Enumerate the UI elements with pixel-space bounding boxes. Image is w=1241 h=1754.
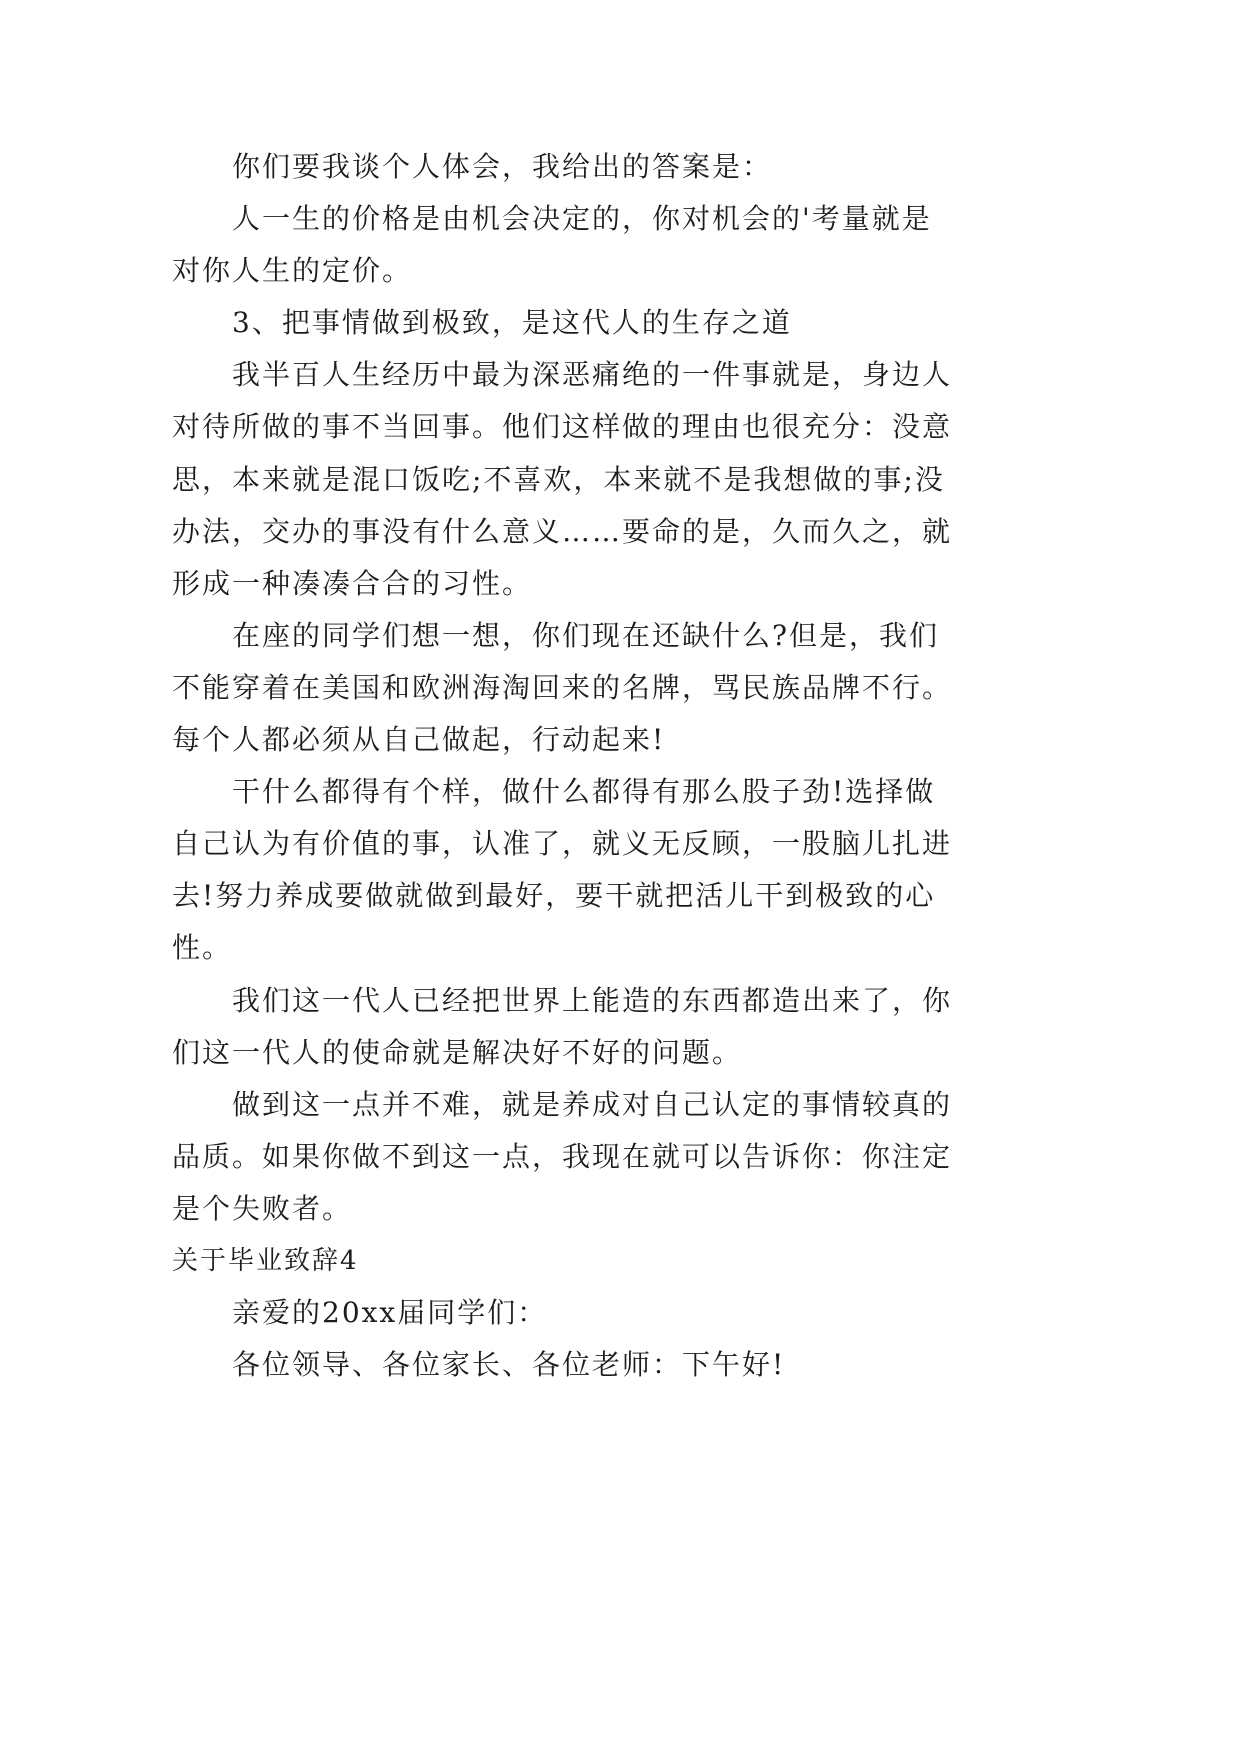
paragraph-line: 每个人都必须从自己做起，行动起来! (172, 723, 666, 757)
paragraph-line: 不能穿着在美国和欧洲海淘回来的名牌，骂民族品牌不行。 (172, 670, 953, 704)
paragraph-line: 性。 (172, 931, 233, 965)
paragraph-line: 们这一代人的使命就是解决好不好的问题。 (172, 1035, 743, 1069)
paragraph-line: 自己认为有价值的事，认准了，就义无反顾，一股脑儿扎进 (172, 827, 953, 861)
paragraph-line: 我们这一代人已经把世界上能造的东西都造出来了，你 (232, 983, 953, 1017)
paragraph (172, 766, 1132, 974)
section-heading (172, 1235, 1132, 1287)
paragraph-line: 办法，交办的事没有什么意义……要命的是，久而久之，就 (172, 514, 953, 548)
paragraph (172, 1079, 1132, 1235)
paragraph-line: 思，本来就是混口饭吃;不喜欢，本来就不是我想做的事;没 (172, 462, 945, 496)
subheading-line: 3、把事情做到极致，是这代人的生存之道 (232, 306, 792, 340)
paragraph (172, 1287, 1132, 1339)
section-heading-text: 关于毕业致辞4 (172, 1245, 359, 1276)
greeting-line: 各位领导、各位家长、各位老师：下午好! (232, 1348, 786, 1382)
paragraph (172, 349, 1132, 609)
paragraph-line: 是个失败者。 (172, 1191, 353, 1225)
paragraph-line: 形成一种凑凑合合的习性。 (172, 566, 533, 600)
paragraph-line: 对你人生的定价。 (172, 254, 413, 288)
paragraph (172, 1339, 1132, 1391)
paragraph (172, 141, 1132, 193)
paragraph-line: 去!努力养成要做就做到最好，要干就把活儿干到极致的心 (172, 879, 936, 913)
paragraph (172, 975, 1132, 1079)
paragraph (172, 297, 1132, 349)
paragraph (172, 610, 1132, 766)
paragraph-line: 你们要我谈个人体会，我给出的答案是： (232, 150, 773, 183)
paragraph-line: 干什么都得有个样，做什么都得有那么股子劲!选择做 (232, 775, 936, 809)
paragraph-line: 我半百人生经历中最为深恶痛绝的一件事就是，身边人 (232, 358, 953, 392)
salutation-line: 亲爱的20xx届同学们： (232, 1296, 548, 1330)
paragraph-line: 品质。如果你做不到这一点，我现在就可以告诉你：你注定 (172, 1139, 953, 1173)
paragraph-line: 在座的同学们想一想，你们现在还缺什么?但是，我们 (232, 618, 940, 652)
paragraph-line: 对待所做的事不当回事。他们这样做的理由也很充分：没意 (172, 410, 953, 444)
paragraph-line: 做到这一点并不难，就是养成对自己认定的事情较真的 (232, 1087, 953, 1121)
paragraph (172, 193, 1132, 297)
document-body (172, 141, 1132, 1391)
paragraph-line: 人一生的价格是由机会决定的，你对机会的'考量就是 (232, 202, 932, 236)
